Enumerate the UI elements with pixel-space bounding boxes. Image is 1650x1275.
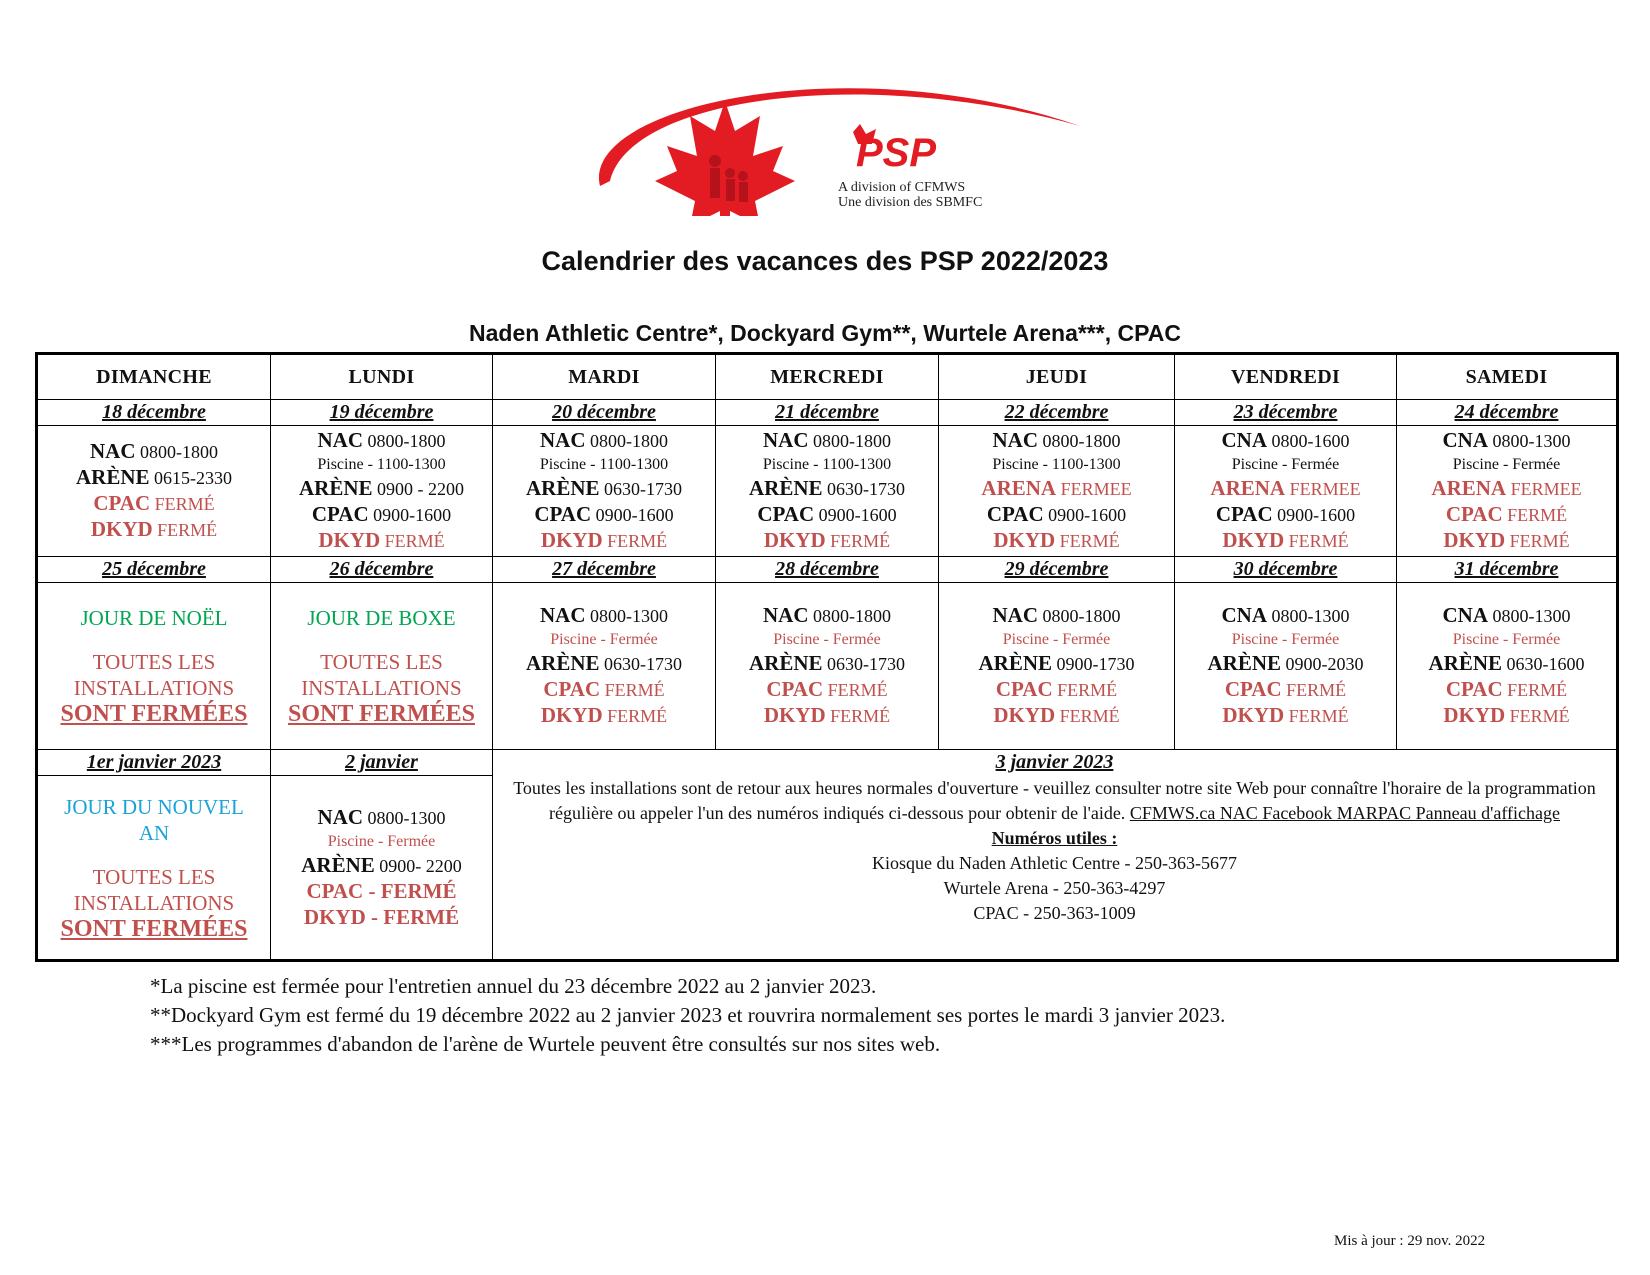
notice-links[interactable]: CFMWS.ca NAC Facebook MARPAC Panneau d'affichage [1129, 802, 1561, 823]
updated-date: Mis à jour : 29 nov. 2022 [1334, 1233, 1486, 1249]
footnote-arena: ***Les programmes d'abandon de l'arène de Wurtele peuvent être consultés sur nos sites web. [150, 1032, 941, 1056]
date-cell: 27 décembre [493, 557, 716, 583]
weekday-header: MARDI [493, 354, 716, 400]
schedule-cell-dec21: NAC 0800-1800 Piscine - 1100-1300 ARÈNE 0630-1730 CPAC 0900-1600 DKYD FERMÉ [716, 426, 939, 557]
schedule-cell-dec30: CNA 0800-1300 Piscine - Fermée ARÈNE 0900-2030 CPAC FERMÉ DKYD FERMÉ [1175, 583, 1397, 750]
schedule-cell-dec23: CNA 0800-1600 Piscine - Fermée ARENA FERMEE CPAC 0900-1600 DKYD FERMÉ [1175, 426, 1397, 557]
weekday-header: LUNDI [271, 354, 493, 400]
logo-caption [838, 180, 982, 210]
schedule-cell-dec18: NAC 0800-1800 ARÈNE 0615-2330 CPAC FERMÉ DKYD FERMÉ [37, 426, 271, 557]
holiday-label: JOUR DE BOXE [307, 606, 456, 630]
date-cell: 24 décembre [1397, 400, 1618, 426]
date-cell: 19 décembre [271, 400, 493, 426]
schedule-cell-dec19: NAC 0800-1800 Piscine - 1100-1300 ARÈNE 0900 - 2200 CPAC 0900-1600 DKYD FERMÉ [271, 426, 493, 557]
weekday-header: JEUDI [939, 354, 1175, 400]
logo-caption-en: A division of CFMWS [838, 180, 966, 195]
weekday-header: VENDREDI [1175, 354, 1397, 400]
week1-schedule-row [37, 426, 1618, 557]
logo-swoosh [599, 88, 1080, 186]
week3-date-row [37, 750, 1618, 776]
date-cell: 28 décembre [716, 557, 939, 583]
page-subtitle: Naden Athletic Centre*, Dockyard Gym**, Wurtele Arena***, CPAC [469, 320, 1181, 346]
footnote-dockyard: **Dockyard Gym est fermé du 19 décembre 2022 au 2 janvier 2023 et rouvrira normalement ses portes le mardi 3 janvier 2023. [150, 1003, 1226, 1027]
holiday-label: JOUR DE NOËL [80, 606, 228, 630]
schedule-cell-dec27: NAC 0800-1300 Piscine - Fermée ARÈNE 0630-1730 CPAC FERMÉ DKYD FERMÉ [493, 583, 716, 750]
date-cell: 20 décembre [493, 400, 716, 426]
phone-nac: Kiosque du Naden Athletic Centre - 250-363-5677 [872, 852, 1237, 873]
logo-caption-fr: Une division des SBMFC [838, 195, 983, 210]
schedule-cell-dec25: JOUR DE NOËL TOUTES LES INSTALLATIONS SONT FERMÉES [37, 583, 271, 750]
date-cell: 23 décembre [1175, 400, 1397, 426]
schedule-cell-dec22: NAC 0800-1800 Piscine - 1100-1300 ARENA FERMEE CPAC 0900-1600 DKYD FERMÉ [939, 426, 1175, 557]
week1-date-row [37, 400, 1618, 426]
week2-date-row [37, 557, 1618, 583]
return-notice [493, 776, 1618, 961]
psp-wordmark [853, 124, 936, 175]
schedule-cell-jan1: JOUR DU NOUVEL AN TOUTES LES INSTALLATIONS SONT FERMÉES [37, 776, 271, 961]
date-cell: 30 décembre [1175, 557, 1397, 583]
weekday-header: DIMANCHE [37, 354, 271, 400]
holiday-calendar [35, 352, 1619, 962]
schedule-cell-dec28: NAC 0800-1800 Piscine - Fermée ARÈNE 0630-1730 CPAC FERMÉ DKYD FERMÉ [716, 583, 939, 750]
weekday-header: MERCREDI [716, 354, 939, 400]
schedule-cell-dec31: CNA 0800-1300 Piscine - Fermée ARÈNE 0630-1600 CPAC FERMÉ DKYD FERMÉ [1397, 583, 1618, 750]
footnote-pool: *La piscine est fermée pour l'entretien annuel du 23 décembre 2022 au 2 janvier 2023. [150, 974, 877, 998]
date-cell: 2 janvier [271, 750, 493, 776]
schedule-cell-jan2: NAC 0800-1300 Piscine - Fermée ARÈNE 0900- 2200 CPAC - FERMÉ DKYD - FERMÉ [271, 776, 493, 961]
phone-cpac: CPAC - 250-363-1009 [973, 902, 1136, 923]
date-cell: 3 janvier 2023 [493, 750, 1618, 776]
date-cell: 26 décembre [271, 557, 493, 583]
useful-numbers-title: Numéros utiles : [991, 827, 1118, 848]
schedule-cell-dec26: JOUR DE BOXE TOUTES LES INSTALLATIONS SONT FERMÉES [271, 583, 493, 750]
svg-text:PSP: PSP [856, 131, 937, 175]
holiday-label: JOUR DU NOUVEL [64, 794, 244, 819]
date-cell: 31 décembre [1397, 557, 1618, 583]
date-cell: 21 décembre [716, 400, 939, 426]
weekday-header-row [37, 354, 1618, 400]
schedule-cell-dec29: NAC 0800-1800 Piscine - Fermée ARÈNE 0900-1730 CPAC FERMÉ DKYD FERMÉ [939, 583, 1175, 750]
weekday-header: SAMEDI [1397, 354, 1618, 400]
psp-logo [570, 66, 1090, 216]
notice-text: Toutes les installations sont de retour aux heures normales d'ouverture - veuillez consulter notre site Web pour connaître l'horaire de la programmation régulière ou appeler l'un des numéros indiqués ci-dessous pour obtenir de l'aide. [513, 777, 1596, 823]
phone-arena: Wurtele Arena - 250-363-4297 [943, 877, 1166, 898]
schedule-cell-dec20: NAC 0800-1800 Piscine - 1100-1300 ARÈNE 0630-1730 CPAC 0900-1600 DKYD FERMÉ [493, 426, 716, 557]
date-cell: 25 décembre [37, 557, 271, 583]
date-cell: 18 décembre [37, 400, 271, 426]
date-cell: 29 décembre [939, 557, 1175, 583]
week2-schedule-row [37, 583, 1618, 750]
page-title: Calendrier des vacances des PSP 2022/2023 [541, 246, 1109, 276]
schedule-cell-dec24: CNA 0800-1300 Piscine - Fermée ARENA FERMEE CPAC FERMÉ DKYD FERMÉ [1397, 426, 1618, 557]
footnotes [150, 972, 1225, 1059]
date-cell: 1er janvier 2023 [37, 750, 271, 776]
week3-schedule-row [37, 776, 1618, 961]
date-cell: 22 décembre [939, 400, 1175, 426]
